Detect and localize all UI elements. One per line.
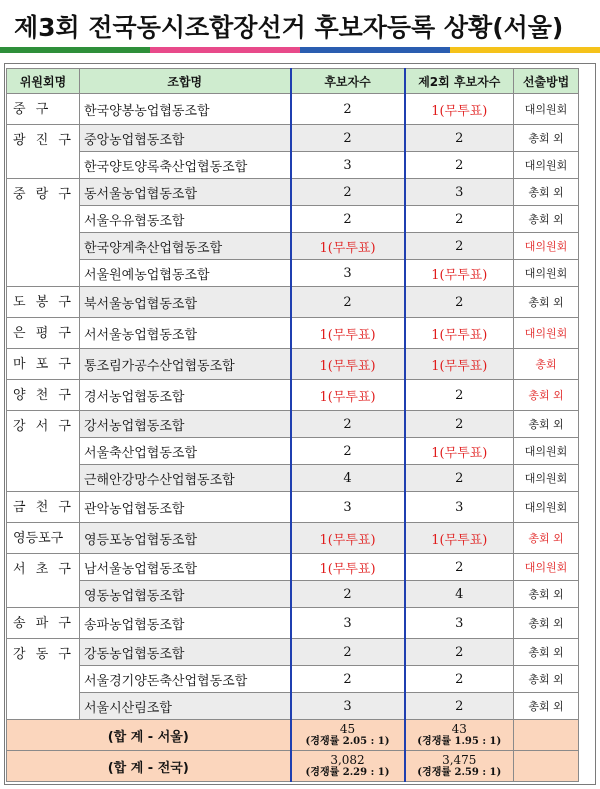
table-body [7,94,579,720]
page-title: 제3회 전국동시조합장선거 후보자등록 상황(서울) [14,13,564,42]
coop-cell: 한국양봉농업협동조합 [80,94,291,125]
totals-method-empty [514,751,579,782]
candidates-cell: 3 [291,152,405,179]
candidates-cell: 4 [291,465,405,492]
totals-body [7,720,579,782]
prev-candidates-cell: 3 [405,492,514,523]
candidates-cell: 1(무투표) [291,380,405,411]
coop-cell: 서울우유협동조합 [80,206,291,233]
method-cell: 총회 외 [514,380,579,411]
coop-cell: 한국양계축산업협동조합 [80,233,291,260]
title-stripe-yellow [450,47,600,53]
candidates-cell: 2 [291,206,405,233]
table-row [7,260,579,287]
table-row [7,465,579,492]
totals-label: (합 계 - 전국) [7,751,291,782]
header-candidates: 후보자수 [291,69,405,94]
header-row [7,69,579,94]
title-stripe-blue [300,47,450,53]
totals-candidates [291,751,405,782]
table-row [7,287,579,318]
prev-candidates-cell: 2 [405,666,514,693]
method-cell: 총회 외 [514,639,579,666]
table-row [7,380,579,411]
method-cell: 총회 외 [514,666,579,693]
candidates-cell: 3 [291,492,405,523]
totals-prev-candidates [405,720,514,751]
method-cell: 총회 외 [514,287,579,318]
totals-label: (합 계 - 서울) [7,720,291,751]
candidates-cell: 2 [291,666,405,693]
coop-cell: 영등포농업협동조합 [80,523,291,554]
method-cell: 대의원회 [514,152,579,179]
header-method: 선출방법 [514,69,579,94]
table-row [7,523,579,554]
table-row [7,608,579,639]
prev-candidates-cell: 1(무투표) [405,349,514,380]
method-cell: 대의원회 [514,492,579,523]
competition-rate: (경쟁률 2.05 : 1) [305,735,390,747]
table-row [7,639,579,666]
table-row [7,581,579,608]
candidates-cell: 2 [291,287,405,318]
prev-candidates-cell: 2 [405,287,514,318]
prev-candidates-cell: 1(무투표) [405,94,514,125]
candidate-table [6,68,579,782]
totals-prev-candidates [405,751,514,782]
competition-rate: (경쟁률 2.59 : 1) [417,766,502,778]
coop-cell: 남서울농업협동조합 [80,554,291,581]
totals-method-empty [514,720,579,751]
region-cell: 중 랑 구 [7,179,80,287]
total-count: 3,082 [330,752,365,767]
title-banner [0,0,600,62]
candidates-cell: 2 [291,639,405,666]
candidates-cell: 2 [291,125,405,152]
region-cell: 광 진 구 [7,125,80,179]
prev-candidates-cell: 1(무투표) [405,260,514,287]
region-cell: 도 봉 구 [7,287,80,318]
candidates-cell: 2 [291,411,405,438]
coop-cell: 중앙농업협동조합 [80,125,291,152]
candidates-cell: 3 [291,260,405,287]
prev-candidates-cell: 3 [405,179,514,206]
method-cell: 대의원회 [514,465,579,492]
prev-candidates-cell: 1(무투표) [405,438,514,465]
region-cell: 강 동 구 [7,639,80,720]
coop-cell: 북서울농업협동조합 [80,287,291,318]
coop-cell: 경서농업협동조합 [80,380,291,411]
prev-candidates-cell: 1(무투표) [405,523,514,554]
method-cell: 대의원회 [514,438,579,465]
prev-candidates-cell: 2 [405,233,514,260]
title-stripe-green [0,47,150,53]
table-row [7,94,579,125]
total-count: 43 [451,721,467,736]
coop-cell: 서울시산림조합 [80,693,291,720]
table-row [7,411,579,438]
prev-candidates-cell: 2 [405,411,514,438]
region-cell: 강 서 구 [7,411,80,492]
candidates-cell: 2 [291,94,405,125]
region-cell: 서 초 구 [7,554,80,608]
method-cell: 총회 외 [514,125,579,152]
totals-candidates [291,720,405,751]
prev-candidates-cell: 3 [405,608,514,639]
coop-cell: 강서농업협동조합 [80,411,291,438]
candidates-cell: 3 [291,608,405,639]
table-row [7,152,579,179]
table-row [7,125,579,152]
header-prev-candidates: 제2회 후보자수 [405,69,514,94]
region-cell: 금 천 구 [7,492,80,523]
prev-candidates-cell: 2 [405,639,514,666]
method-cell: 총회 외 [514,206,579,233]
region-cell: 마 포 구 [7,349,80,380]
candidates-cell: 1(무투표) [291,318,405,349]
title-stripe-pink [150,47,300,53]
competition-rate: (경쟁률 2.29 : 1) [305,766,390,778]
totals-row [7,751,579,782]
coop-cell: 근해안강망수산업협동조합 [80,465,291,492]
method-cell: 대의원회 [514,260,579,287]
region-cell: 양 천 구 [7,380,80,411]
coop-cell: 통조림가공수산업협동조합 [80,349,291,380]
totals-row [7,720,579,751]
prev-candidates-cell: 1(무투표) [405,318,514,349]
prev-candidates-cell: 2 [405,380,514,411]
coop-cell: 영동농업협동조합 [80,581,291,608]
table-row [7,233,579,260]
table-row [7,492,579,523]
coop-cell: 서울경기양돈축산업협동조합 [80,666,291,693]
header-coop: 조합명 [80,69,291,94]
prev-candidates-cell: 2 [405,152,514,179]
candidates-cell: 2 [291,179,405,206]
candidates-cell: 1(무투표) [291,233,405,260]
method-cell: 총회 외 [514,581,579,608]
coop-cell: 관악농업협동조합 [80,492,291,523]
coop-cell: 한국양토양록축산업협동조합 [80,152,291,179]
candidates-cell: 1(무투표) [291,523,405,554]
method-cell: 대의원회 [514,94,579,125]
prev-candidates-cell: 4 [405,581,514,608]
candidates-cell: 3 [291,693,405,720]
header-region: 위원회명 [7,69,80,94]
method-cell: 총회 외 [514,411,579,438]
table-row [7,179,579,206]
coop-cell: 송파농업협동조합 [80,608,291,639]
coop-cell: 서울원예농업협동조합 [80,260,291,287]
method-cell: 총회 외 [514,608,579,639]
region-cell: 중 구 [7,94,80,125]
prev-candidates-cell: 2 [405,206,514,233]
candidates-cell: 1(무투표) [291,349,405,380]
method-cell: 총회 외 [514,523,579,554]
region-cell: 은 평 구 [7,318,80,349]
method-cell: 총회 외 [514,179,579,206]
total-count: 3,475 [442,752,477,767]
table-row [7,554,579,581]
method-cell: 대의원회 [514,233,579,260]
competition-rate: (경쟁률 1.95 : 1) [417,735,502,747]
region-cell: 영등포구 [7,523,80,554]
total-count: 45 [339,721,356,736]
method-cell: 대의원회 [514,318,579,349]
table-row [7,206,579,233]
table-row [7,349,579,380]
region-cell: 송 파 구 [7,608,80,639]
coop-cell: 서울축산업협동조합 [80,438,291,465]
candidates-cell: 1(무투표) [291,554,405,581]
candidates-cell: 2 [291,581,405,608]
coop-cell: 동서울농업협동조합 [80,179,291,206]
method-cell: 총회 [514,349,579,380]
table-row [7,693,579,720]
table-row [7,318,579,349]
prev-candidates-cell: 2 [405,465,514,492]
method-cell: 총회 외 [514,693,579,720]
method-cell: 대의원회 [514,554,579,581]
table-row [7,438,579,465]
prev-candidates-cell: 2 [405,125,514,152]
prev-candidates-cell: 2 [405,554,514,581]
coop-cell: 강동농업협동조합 [80,639,291,666]
table-row [7,666,579,693]
prev-candidates-cell: 2 [405,693,514,720]
coop-cell: 서서울농업협동조합 [80,318,291,349]
candidates-cell: 2 [291,438,405,465]
